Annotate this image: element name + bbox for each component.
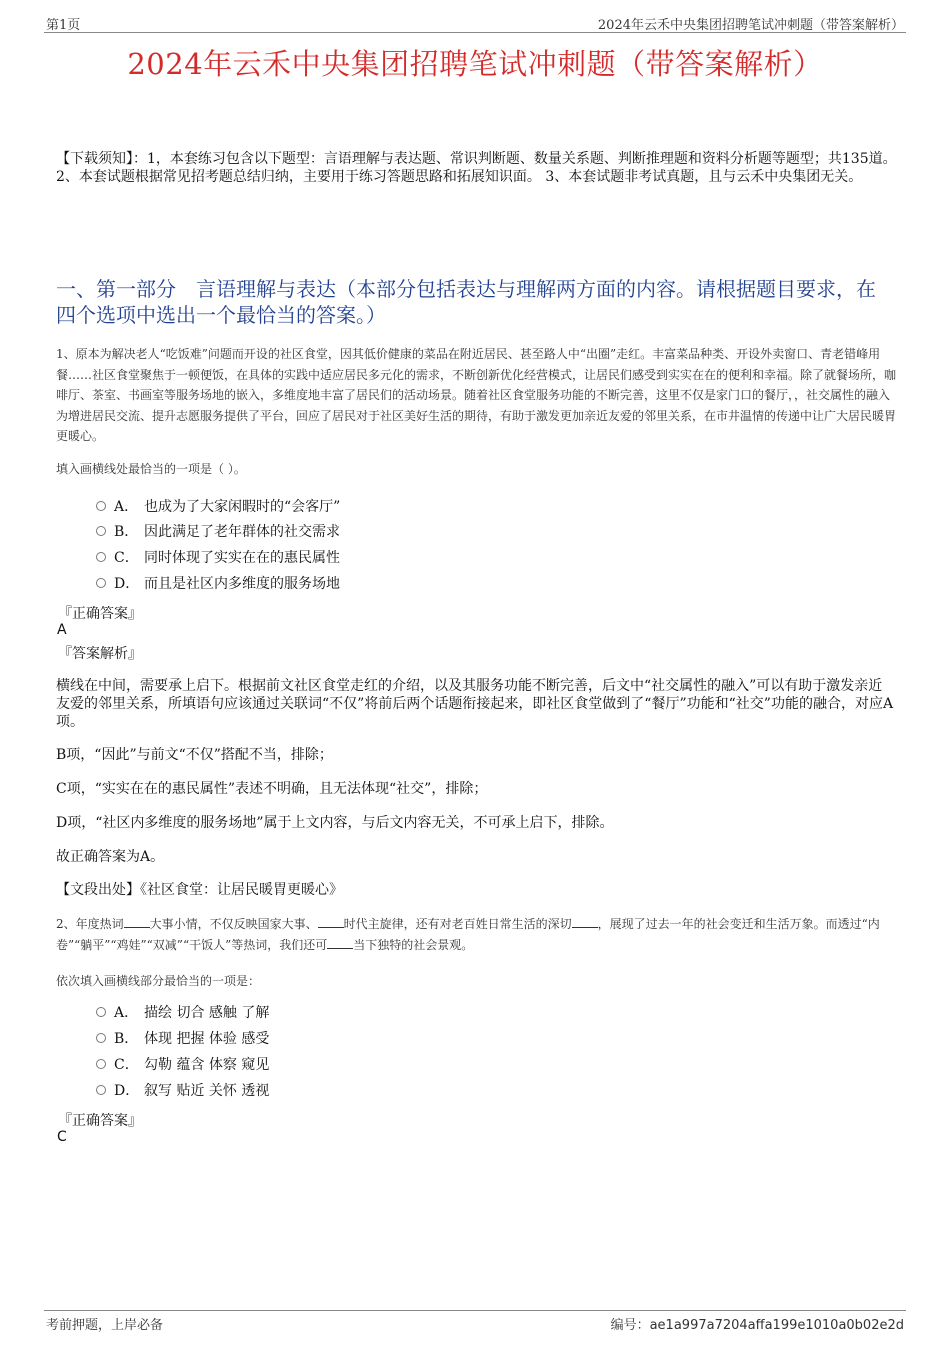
radio-icon[interactable] xyxy=(96,1033,106,1043)
q2-answer-label: 『正确答案』 xyxy=(58,1113,142,1129)
radio-icon[interactable] xyxy=(96,501,106,511)
question-2-text: 2、年度热词 大事小情，不仅反映国家大事、 时代主旋律，还有对老百姓日常生活的深切 ，展现了过去一年的社会变迁和生活万象。而透过“内卷”“躺平”“鸡娃”“双减”“干饭人”等热词，我们还可 当下独特的社会景观。 xyxy=(56,917,880,952)
q1-analysis-c: C项，“实实在在的惠民属性”表述不明确，且无法体现“社交”，排除； xyxy=(56,781,488,797)
question-1-text: 1、原本为解决老人“吃饭难”问题而开设的社区食堂，因其低价健康的菜品在附近居民、甚至路人中“出圈”走红。丰富菜品种类、开设外卖窗口、青老错峰用餐……社区食堂聚焦于一顿便饭，在具体的实践中适应居民多元化的需求，不断创新优化经营模式，让居民们感受到实实在在的便利和幸福。除了就餐场所，咖啡厅、茶室、书画室等服务场地的嵌入，多维度地丰富了居民们的活动场景。随着社区食堂服务功能的不断完善，这里不仅是家门口的餐厅，，社交属性的融入为增进居民交流、提升志愿服务提供了平台，回应了居民对于社区美好生活的期待，有助于激发更加亲近友爱的邻里关系，在市井温情的传递中让广大居民暖胃更暖心。 xyxy=(56,347,897,443)
radio-icon[interactable] xyxy=(96,1059,106,1069)
q2-option-d[interactable]: D． 叙写 贴近 关怀 透视 xyxy=(96,1081,269,1101)
q2-option-c[interactable]: C． 勾勒 蕴含 体察 窥见 xyxy=(96,1055,269,1075)
q1-option-c[interactable]: C． 同时体现了实实在在的惠民属性 xyxy=(96,548,340,568)
q1-option-a[interactable]: A． 也成为了大家闲暇时的“会客厅” xyxy=(96,497,340,517)
blank-line xyxy=(572,916,598,928)
question-2-prompt: 依次填入画横线部分最恰当的一项是： xyxy=(56,974,261,988)
document-title: 2024年云禾中央集团招聘笔试冲刺题（带答案解析） xyxy=(127,47,823,81)
q1-source: 【文段出处】《社区食堂：让居民暖胃更暖心》 xyxy=(56,882,343,898)
q2-option-a[interactable]: A． 描绘 切合 感触 了解 xyxy=(96,1003,269,1023)
question-1-prompt: 填入画横线处最恰当的一项是（ ）。 xyxy=(56,462,246,476)
q1-answer: A xyxy=(57,622,67,638)
q2-option-b[interactable]: B． 体现 把握 体验 感受 xyxy=(96,1029,269,1049)
page-header xyxy=(44,14,906,33)
q1-analysis-b: B项，“因此”与前文“不仅”搭配不当，排除； xyxy=(56,747,333,763)
blank-line xyxy=(124,916,150,928)
radio-icon[interactable] xyxy=(96,1007,106,1017)
radio-icon[interactable] xyxy=(96,1085,106,1095)
section-heading: 一、第一部分 言语理解与表达（本部分包括表达与理解两方面的内容。请根据题目要求，在四个选项中选出一个最恰当的答案。） xyxy=(56,277,876,327)
radio-icon[interactable] xyxy=(96,552,106,562)
q1-analysis-label: 『答案解析』 xyxy=(58,646,142,662)
q1-option-b[interactable]: B． 因此满足了老年群体的社交需求 xyxy=(96,522,340,542)
footer-slogan: 考前押题，上岸必备 xyxy=(46,1318,164,1333)
blank-line xyxy=(318,916,344,928)
radio-icon[interactable] xyxy=(96,526,106,536)
blank-line xyxy=(327,937,353,949)
q1-analysis-conclusion: 故正确答案为A。 xyxy=(56,849,165,865)
q1-answer-label: 『正确答案』 xyxy=(58,606,142,622)
footer-code: 编号：ae1a997a7204affa199e1010a0b02e2d xyxy=(610,1318,904,1333)
q1-option-d[interactable]: D． 而且是社区内多维度的服务场地 xyxy=(96,574,340,594)
header-doc-title: 2024年云禾中央集团招聘笔试冲刺题（带答案解析） xyxy=(597,18,904,33)
page-footer xyxy=(44,1310,906,1331)
q2-answer: C xyxy=(57,1129,67,1145)
q1-analysis-paragraph: 横线在中间，需要承上启下。根据前文社区食堂走红的介绍，以及其服务功能不断完善，后文中“社交属性的融入”可以有助于激发亲近友爱的邻里关系，所填语句应该通过关联词“不仅”将前后两个话题衔接起来，即社区食堂做到了“餐厅”功能和“社交”功能的融合，对应A项。 xyxy=(56,678,894,730)
download-notice: 【下载须知】：1，本套练习包含以下题型：言语理解与表达题、常识判断题、数量关系题、判断推理题和资料分析题等题型；共135道。 2、本套试题根据常见招考题总结归纳，主要用于练习答题思路和拓展知识面。 3、本套试题非考试真题，且与云禾中央集团无关。 xyxy=(56,151,897,185)
radio-icon[interactable] xyxy=(96,578,106,588)
page-number: 第1页 xyxy=(46,18,81,33)
q1-analysis-d: D项，“社区内多维度的服务场地”属于上文内容，与后文内容无关，不可承上启下，排除。 xyxy=(56,815,614,831)
